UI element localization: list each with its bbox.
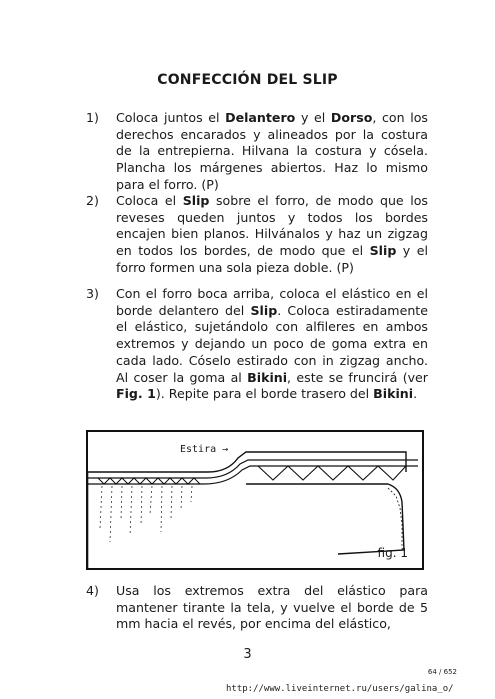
bold-term: Bikini — [247, 369, 288, 385]
text-run: ). Repite para el borde trasero del — [155, 386, 374, 402]
page-counter: 64 / 652 — [427, 668, 457, 676]
figure-caption: fig. 1 — [377, 546, 408, 560]
figure-1 — [86, 430, 424, 570]
elastic-sewing-illustration — [88, 432, 422, 568]
item-text — [116, 193, 428, 277]
text-run: . Coloca estiradamente el elástico, sujetándolo con alfileres en ambos extremos y dejando un poco de goma extra en cada lado. Cóselo estirado con in zigzag ancho. Al coser la goma al — [116, 302, 428, 385]
text-run: Con el forro boca arriba, coloca el elástico en el borde delantero del — [116, 286, 428, 318]
item-text — [116, 583, 428, 633]
bold-term: Slip — [250, 302, 278, 318]
item-number: 1) — [86, 110, 99, 125]
item-number: 4) — [86, 583, 99, 598]
text-run: . — [413, 386, 418, 402]
bold-term: Slip — [182, 193, 210, 208]
item-number: 3) — [86, 286, 99, 301]
page-number: 3 — [243, 647, 252, 662]
watermark-url: http://www.liveinternet.ru/users/galina_o/ — [226, 684, 454, 694]
bold-term: Fig. 1 — [116, 386, 156, 402]
bold-term: Delantero — [225, 110, 296, 125]
item-text — [116, 286, 428, 403]
bold-term: Dorso — [330, 110, 373, 125]
stretch-annotation: Estira → — [180, 444, 229, 455]
bold-term: Slip — [369, 243, 397, 259]
page-title: CONFECCIÓN DEL SLIP — [157, 72, 338, 88]
text-run: Usa los extremos extra del elástico para mantener tirante la tela, y vuelve el borde de 5 mm hacia el revés, por encima del elástico, — [116, 583, 428, 632]
bold-term: Bikini — [373, 386, 414, 402]
text-run: sobre el forro, de modo que los reveses queden juntos y todos los bordes encajen bien planos. Hilvánalos y haz un zigzag en todos los bordes, de modo que el — [116, 193, 428, 259]
text-run: , con los derechos encarados y alineados por la costura de la entrepierna. Hilvana la costura y cósela. Plancha los márgenes abiertos. Haz lo mismo para el forro. (P) — [116, 110, 428, 192]
text-run: y el forro formen una sola pieza doble. (P) — [116, 243, 428, 275]
text-run: Coloca el — [116, 193, 183, 208]
item-number: 2) — [86, 193, 99, 208]
text-run: y el — [295, 110, 331, 125]
text-run: Coloca juntos el — [116, 110, 226, 125]
item-text — [116, 110, 428, 194]
text-run: , este se fruncirá (ver — [287, 369, 428, 385]
